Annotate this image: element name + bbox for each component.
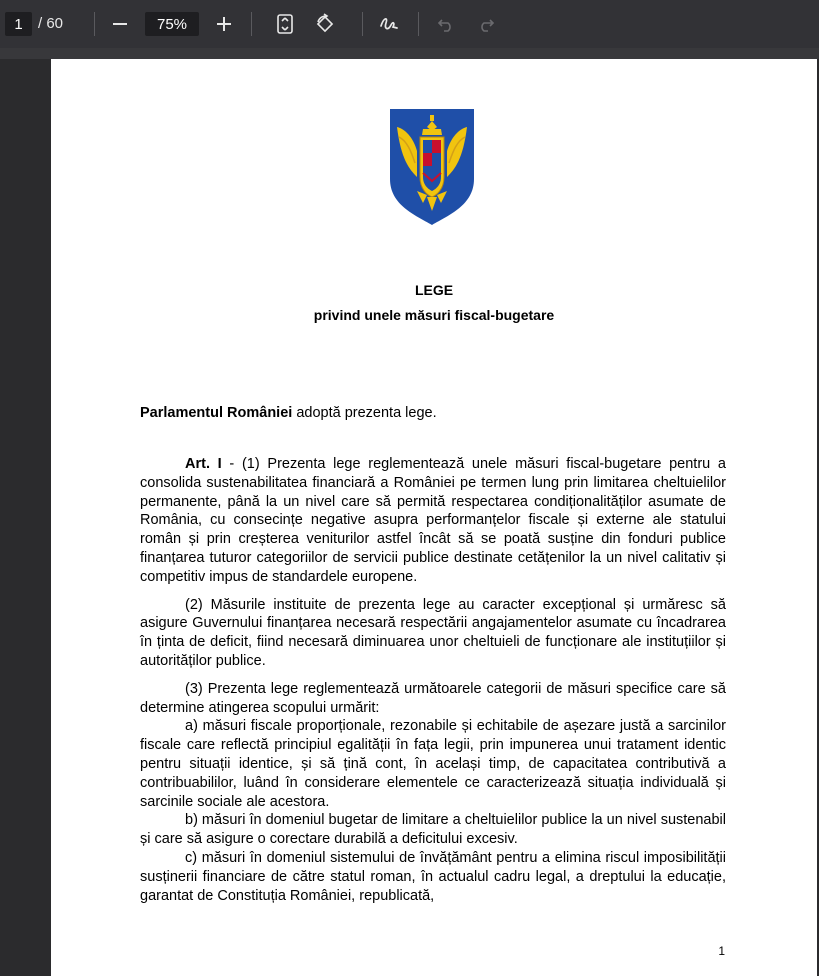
rotate-icon xyxy=(314,13,336,35)
plus-icon xyxy=(216,16,232,32)
fit-page-icon xyxy=(276,14,294,34)
page-number-input[interactable] xyxy=(5,12,32,36)
document-title: LEGE xyxy=(414,282,454,298)
zoom-out-button[interactable] xyxy=(106,10,134,38)
article-1-item-c: c) măsuri în domeniul sistemului de învățământ pentru a elimina riscul imposibilității susținerii financiare de către statul roman, în actualul cadru legal, a dreptului la educație, garantat de Constituția României, republicată, xyxy=(140,849,726,904)
redo-icon xyxy=(477,16,495,32)
article-1-paragraph-3: (3) Prezenta lege reglementează următoarele categorii de măsuri specifice care să determine atingerea scopului urmărit: xyxy=(140,680,726,716)
article-1-item-a: a) măsuri fiscale proporționale, rezonabile și echitabile de așezare justă a sarcinilor fiscale care reflectă principiul egalității în fața legii, prin impunerea unui tratament identic pentru situații identice, și să țină cont, în același timp, de capacitatea contributivă a contribuabililor, luând în considerare elementele ce caracterizează situația individuală și sarcinile sociale ale acestora. xyxy=(140,718,726,810)
rotate-button[interactable] xyxy=(311,10,339,38)
article-1-paragraph-2: (2) Măsurile instituite de prezenta lege au caracter excepțional și urmăresc să asigure Guvernului finanțarea necesară respectării angajamentelor asumate cu încadrarea în ținta de deficit, fiind necesară diminuarea unor cheltuieli de funcționare ale instituțiilor și autorităților publice. xyxy=(140,596,726,669)
toolbar-shadow xyxy=(0,48,819,59)
article-1-paragraph-1: - (1) Prezenta lege reglementează unele măsuri fiscal-bugetare pentru a consolida sustenabilitatea financiară a României pe termen lung prin limitarea cheltuielilor permanente, până la un nivel care să permită respectarea condiționalităților asumate de România, cu consecințe negative asupra performanțelor fiscale și externe ale statului român și prin creșterea veniturilor astfel încât să se poată susține din fonduri publice finanțarea tuturor categoriilor de servicii publice destinate cetățenilor la un nivel calitativ și competitiv impus de standardele europene. xyxy=(140,456,726,585)
romania-coat-of-arms-icon xyxy=(387,107,477,227)
article-1-label: Art. I xyxy=(185,456,222,472)
page-total: / 60 xyxy=(38,15,64,32)
undo-icon xyxy=(437,16,455,32)
toolbar-divider xyxy=(362,12,363,36)
undo-button[interactable] xyxy=(432,10,460,38)
draw-button[interactable] xyxy=(375,10,403,38)
draw-icon xyxy=(378,13,400,35)
pdf-toolbar xyxy=(0,0,819,48)
toolbar-divider xyxy=(251,12,252,36)
preamble-bold: Parlamentul României xyxy=(140,405,293,421)
article-1 xyxy=(140,455,726,905)
article-1-item-b: b) măsuri în domeniul bugetar de limitare a cheltuielilor publice la un nivel sustenabil și care să asigure o corectare durabilă a deficitului excesiv. xyxy=(140,812,726,848)
fit-page-button[interactable] xyxy=(271,10,299,38)
redo-button[interactable] xyxy=(472,10,500,38)
preamble xyxy=(140,404,726,423)
zoom-level-input[interactable] xyxy=(145,12,199,36)
page-number: 1 xyxy=(718,944,725,958)
minus-icon xyxy=(112,16,128,32)
preamble-text: adoptă prezenta lege. xyxy=(292,405,437,421)
document-page xyxy=(51,59,817,976)
zoom-in-button[interactable] xyxy=(210,10,238,38)
toolbar-divider xyxy=(418,12,419,36)
toolbar-divider xyxy=(94,12,95,36)
document-subtitle: privind unele măsuri fiscal-bugetare xyxy=(313,307,555,323)
